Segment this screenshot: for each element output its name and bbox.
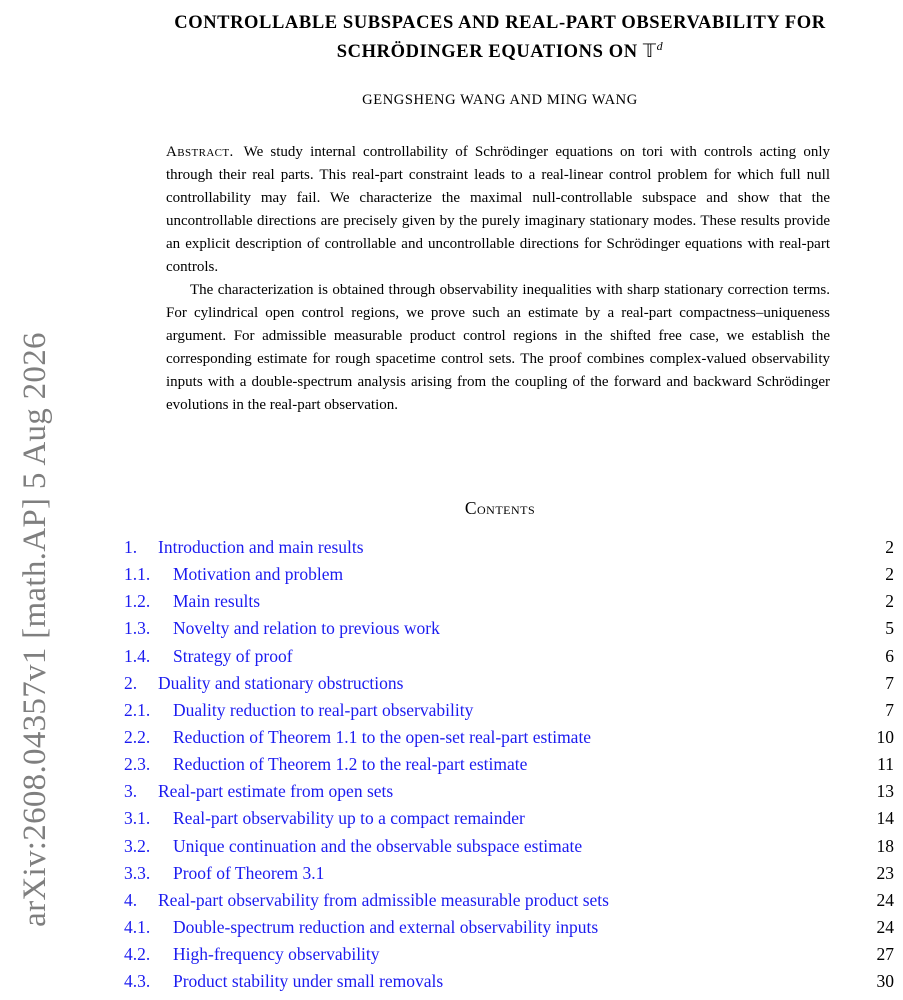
toc-entry bbox=[124, 534, 894, 561]
toc-link[interactable] bbox=[124, 808, 525, 829]
toc-entry bbox=[124, 941, 894, 968]
toc-page-number: 2 bbox=[885, 564, 894, 585]
toc-number: 2. bbox=[124, 672, 138, 693]
dimension-superscript: d bbox=[656, 39, 664, 53]
toc-page-number: 7 bbox=[885, 699, 894, 720]
toc-title: Duality reduction to real-part observability bbox=[173, 699, 474, 720]
toc-page-number: 7 bbox=[885, 672, 894, 693]
title-line-1: CONTROLLABLE SUBSPACES AND REAL-PART OBSERVABILITY FOR bbox=[174, 13, 826, 33]
contents-heading: Contents bbox=[464, 498, 536, 518]
toc-link[interactable] bbox=[124, 646, 293, 667]
abstract-label: Abstract. bbox=[166, 144, 234, 160]
toc-link[interactable] bbox=[124, 917, 598, 938]
toc-entry bbox=[124, 805, 894, 832]
toc-entry bbox=[124, 670, 894, 697]
toc-link[interactable] bbox=[124, 754, 527, 775]
abstract bbox=[166, 141, 830, 417]
toc-link[interactable] bbox=[124, 890, 609, 911]
toc-title: Introduction and main results bbox=[158, 537, 364, 558]
toc-link[interactable] bbox=[124, 781, 393, 802]
toc-link[interactable] bbox=[124, 700, 473, 721]
toc-entry bbox=[124, 724, 894, 751]
toc-number: 3.2. bbox=[124, 835, 151, 856]
toc-entry bbox=[124, 751, 894, 778]
arxiv-stamp-text: arXiv:2608.04357v1 [math.AP] 5 Aug 2026 bbox=[16, 332, 53, 927]
toc-number: 1.3. bbox=[124, 618, 151, 639]
toc-page-number: 24 bbox=[876, 917, 894, 938]
title-line-2-text: SCHRÖDINGER EQUATIONS ON bbox=[336, 42, 638, 63]
toc-page-number: 5 bbox=[885, 618, 894, 639]
toc-page-number: 14 bbox=[876, 808, 894, 829]
toc-page-number: 10 bbox=[876, 727, 894, 748]
toc-number: 4.1. bbox=[124, 917, 151, 938]
toc-page-number: 24 bbox=[876, 889, 894, 910]
toc-link[interactable] bbox=[124, 863, 324, 884]
toc-title: Reduction of Theorem 1.1 to the open-set real-part estimate bbox=[173, 727, 592, 748]
toc-number: 4.3. bbox=[124, 971, 151, 992]
toc-title: Reduction of Theorem 1.2 to the real-part estimate bbox=[173, 754, 528, 775]
toc-link[interactable] bbox=[124, 836, 582, 857]
toc-link[interactable] bbox=[124, 673, 403, 694]
toc-number: 2.2. bbox=[124, 727, 151, 748]
toc-link[interactable] bbox=[124, 944, 380, 965]
abstract-paragraph-1 bbox=[166, 141, 830, 279]
toc-title: Novelty and relation to previous work bbox=[173, 618, 440, 639]
toc-page-number: 2 bbox=[885, 591, 894, 612]
toc-entry bbox=[124, 914, 894, 941]
toc-number: 1.4. bbox=[124, 645, 151, 666]
toc-title: Motivation and problem bbox=[173, 564, 344, 585]
authors: GENGSHENG WANG AND MING WANG bbox=[362, 92, 638, 108]
toc-title: Double-spectrum reduction and external observability inputs bbox=[173, 917, 599, 938]
toc-link[interactable] bbox=[124, 727, 591, 748]
toc-page-number: 11 bbox=[877, 754, 894, 775]
toc-page-number: 18 bbox=[876, 835, 894, 856]
toc-title: Real-part observability from admissible measurable product sets bbox=[158, 889, 609, 910]
toc-entry bbox=[124, 887, 894, 914]
toc-number: 3. bbox=[124, 781, 138, 802]
toc-page-number: 30 bbox=[876, 971, 894, 992]
toc-title: Strategy of proof bbox=[173, 645, 293, 666]
toc-entry bbox=[124, 968, 894, 995]
toc-page-number: 2 bbox=[885, 537, 894, 558]
table-of-contents bbox=[124, 534, 894, 995]
toc-link[interactable] bbox=[124, 564, 343, 585]
toc-title: Real-part observability up to a compact remainder bbox=[173, 808, 525, 829]
toc-title: Product stability under small removals bbox=[173, 971, 444, 992]
toc-entry bbox=[124, 561, 894, 588]
toc-number: 3.1. bbox=[124, 808, 151, 829]
toc-page-number: 6 bbox=[885, 645, 894, 666]
toc-number: 4. bbox=[124, 889, 138, 910]
toc-entry bbox=[124, 588, 894, 615]
toc-entry bbox=[124, 778, 894, 805]
paper-title bbox=[100, 12, 900, 64]
toc-title: Duality and stationary obstructions bbox=[158, 672, 404, 693]
toc-title: Main results bbox=[173, 591, 261, 612]
toc-link[interactable] bbox=[124, 618, 440, 639]
toc-page-number: 27 bbox=[876, 944, 894, 965]
toc-title: Real-part estimate from open sets bbox=[158, 781, 394, 802]
toc-entry bbox=[124, 833, 894, 860]
toc-title: High-frequency observability bbox=[173, 944, 380, 965]
toc-link[interactable] bbox=[124, 971, 443, 992]
toc-number: 2.3. bbox=[124, 754, 151, 775]
title-line-2 bbox=[100, 35, 900, 64]
toc-number: 3.3. bbox=[124, 862, 151, 883]
toc-number: 1. bbox=[124, 537, 138, 558]
abstract-text-1: We study internal controllability of Schrödinger equations on tori with controls acting only through their real parts. This real-part constraint leads to a real-linear control problem for which full null controllability may fail. We characterize the maximal null-controllable subspace and show that the uncontrollable directions are precisely given by the purely imaginary stationary modes. These results provide an explicit description of controllable and uncontrollable directions for Schrödinger equations with real-part controls. bbox=[166, 144, 830, 275]
toc-entry bbox=[124, 860, 894, 887]
toc-number: 1.1. bbox=[124, 564, 151, 585]
toc-page-number: 13 bbox=[876, 781, 894, 802]
toc-link[interactable] bbox=[124, 591, 260, 612]
toc-link[interactable] bbox=[124, 537, 364, 558]
toc-title: Unique continuation and the observable subspace estimate bbox=[173, 835, 583, 856]
toc-entry bbox=[124, 643, 894, 670]
toc-number: 4.2. bbox=[124, 944, 151, 965]
arxiv-stamp bbox=[13, 312, 57, 947]
torus-symbol: 𝕋 bbox=[642, 41, 657, 63]
toc-number: 2.1. bbox=[124, 699, 151, 720]
toc-page-number: 23 bbox=[876, 862, 894, 883]
toc-entry bbox=[124, 615, 894, 642]
abstract-paragraph-2: The characterization is obtained through observability inequalities with sharp stationary correction terms. For cylindrical open control regions, we prove such an estimate by a real-part compactness–uniqueness argument. For admissible measurable product control regions in the shifted free case, we establish the corresponding estimate for rough spacetime control sets. The proof combines complex-valued observability inputs with a double-spectrum analysis arising from the coupling of the forward and backward Schrödinger evolutions in the real-part observation. bbox=[166, 282, 830, 413]
toc-entry bbox=[124, 697, 894, 724]
toc-number: 1.2. bbox=[124, 591, 151, 612]
toc-title: Proof of Theorem 3.1 bbox=[173, 862, 325, 883]
